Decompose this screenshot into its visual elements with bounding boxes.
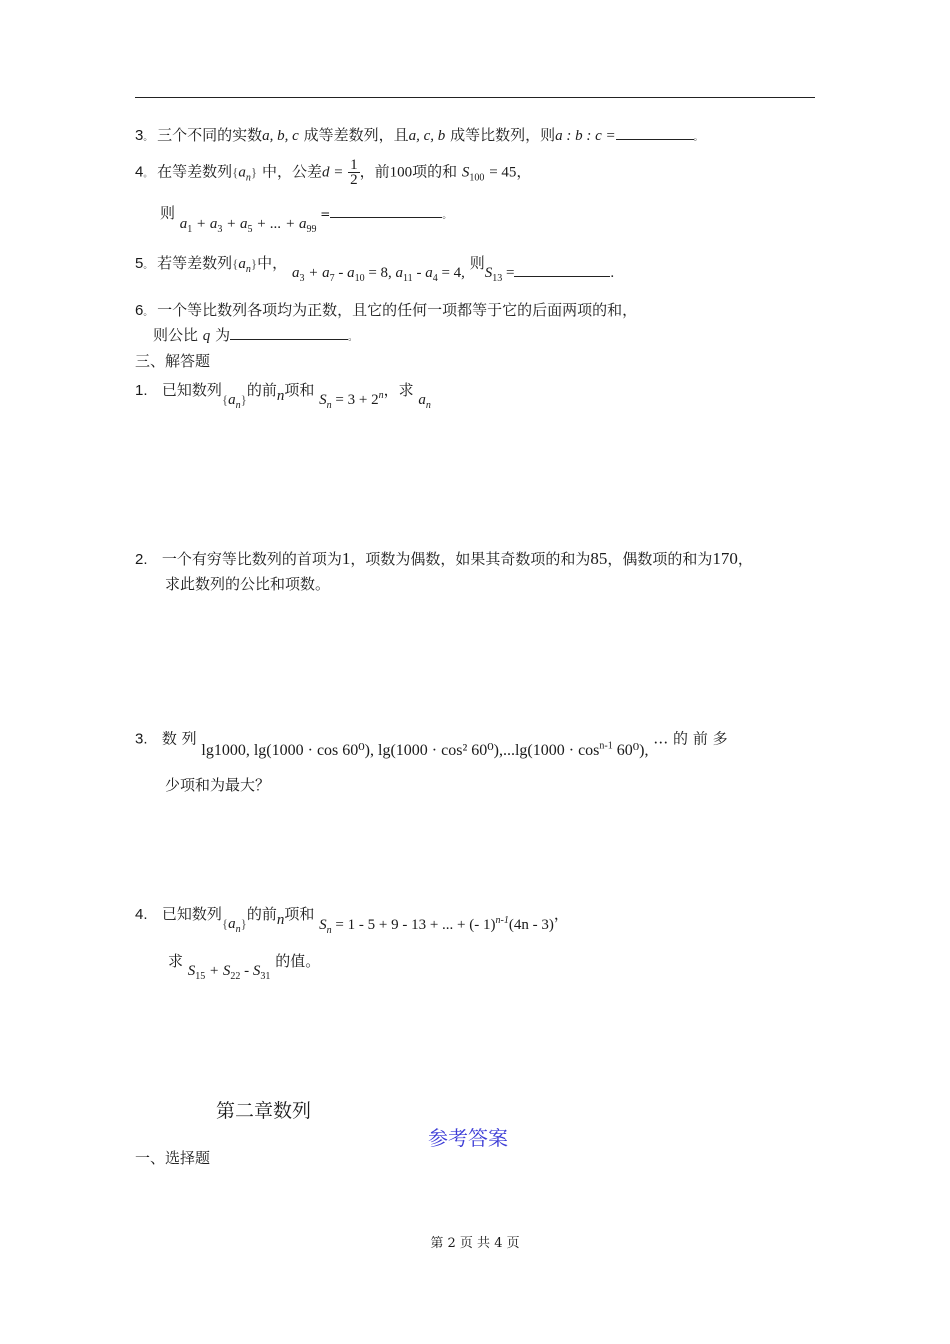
question-number: 4	[135, 163, 144, 181]
fill-in-q5: 5。 若等差数列$\{a_n\}$中， $a_3 + a_7 - a_{10} = 8$, $a_{11} - a_4 = 4$, 则$S_{13}$ = .	[135, 254, 615, 284]
problem-4: 4. 已知数列$\{a_n\}$的前n项和 $S_n = 1 - 5 + 9 - 13$ + ... + (- 1)$^{n-1}$(4n - 3)，	[135, 905, 569, 936]
page-footer: 第 2 页 共 4 页	[430, 1236, 520, 1251]
answer-blank[interactable]	[330, 203, 442, 218]
answer-blank[interactable]	[616, 125, 694, 140]
problem-3-line2: 少项和为最大？	[165, 776, 271, 794]
problem-3: 3. 数 列 lg1000, lg(1000 · cos 60⁰), lg(1000 · cos² $60^0),...\lg(1000 \cdot \cos^{n-1} 60^0)$, … 的 前 多	[135, 729, 728, 760]
question-number: 6	[135, 302, 144, 319]
fill-in-q4: 4。 在等差数列$\{a_n\}$ 中，公差d = $\frac{1}{2}$ ，前100项的和 $S_{100} = 45$，	[135, 157, 532, 188]
problem-number: 2.	[135, 551, 148, 568]
fill-in-q3: 3。 三个不同的实数a, b, c 成等差数列，且a, c, b 成等比数列，则a : b : c = 。	[135, 126, 703, 144]
fraction: $\frac{1}{2}$	[350, 157, 358, 188]
problem-2-line2: 求此数列的公比和项数。	[165, 575, 331, 593]
section-heading: 一、选择题	[135, 1149, 211, 1167]
chapter-title: 第二章数列	[216, 1100, 312, 1122]
fill-in-q6-line2: 则公比 q 为 。	[153, 326, 358, 344]
problem-2: 2. 一个有穷等比数列的首项为1，项数为偶数，如果其奇数项的和为85，偶数项的和为170，	[135, 549, 753, 568]
problem-number: 3.	[135, 730, 148, 748]
answer-blank[interactable]	[514, 262, 610, 277]
fill-in-q6: 6。 一个等比数列各项均为正数，且它的任何一项都等于它的后面两项的和，	[135, 301, 638, 319]
answer-title: 参考答案	[428, 1126, 508, 1150]
header-rule	[135, 97, 815, 98]
fill-in-q4-line2: 则 $a_1 + a_3 + a_5$ + ... + $a_{99}$ = 。	[160, 204, 452, 235]
answer-blank[interactable]	[230, 325, 348, 340]
section-heading: 三、解答题	[135, 352, 211, 370]
problem-1: 1. 已知数列$\{a_n\}$的前n项和 $S_n = 3 + 2^n$，求 $a_n$	[135, 381, 431, 411]
problem-number: 4.	[135, 906, 148, 923]
question-number: 3	[135, 127, 144, 144]
problem-number: 1.	[135, 382, 148, 399]
question-number: 5	[135, 255, 144, 272]
problem-4-line2: 求 $S_{15} + S_{22} - S_{31}$ 的值。	[168, 952, 321, 982]
